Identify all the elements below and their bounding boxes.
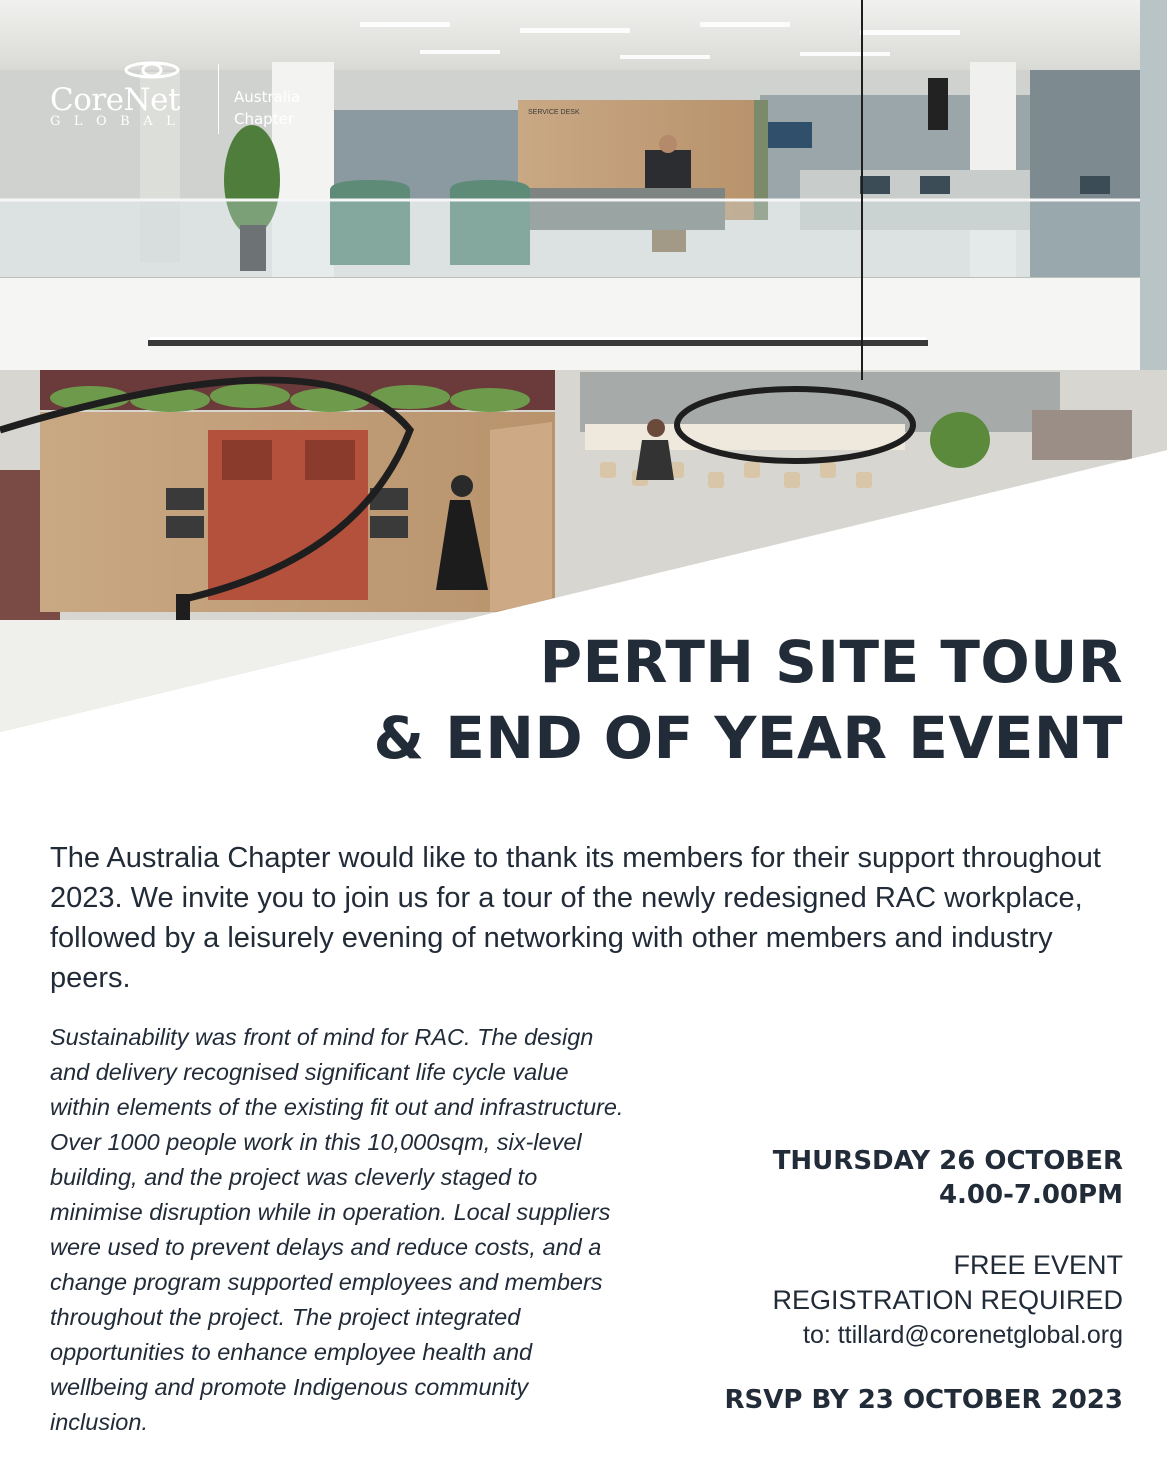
title-line1: PERTH SITE TOUR [539, 628, 1123, 696]
event-title [374, 624, 1123, 776]
logo-divider [218, 64, 219, 134]
rsvp-deadline: RSVP BY 23 OCTOBER 2023 [724, 1385, 1123, 1415]
event-date: THURSDAY 26 OCTOBER [772, 1146, 1123, 1176]
logo-name: CoreNet [50, 82, 180, 118]
corenet-emblem-icon [122, 60, 182, 80]
corenet-logo [50, 60, 310, 140]
intro-text: The Australia Chapter would like to thank its members for their support throughout 2023. We invite you to join us for a tour of the newly redesigned RAC workplace, followed by a leisurely evening of networking with other members and industry peers. [50, 842, 1101, 994]
logo-chapter [234, 86, 314, 130]
registration-email[interactable]: to: ttillard@corenetglobal.org [803, 1321, 1123, 1349]
event-time: 4.00-7.00PM [938, 1180, 1123, 1210]
registration-label: REGISTRATION REQUIRED [772, 1285, 1123, 1315]
logo-sub: GLOBAL [50, 114, 189, 129]
service-desk-sign: SERVICE DESK [528, 109, 580, 116]
logo-chapter-line2: Chapter [234, 110, 294, 128]
logo-chapter-line1: Australia [234, 88, 301, 106]
title-line2: & END OF YEAR EVENT [373, 704, 1123, 772]
free-event-label: FREE EVENT [953, 1250, 1123, 1280]
sustainability-text: Sustainability was front of mind for RAC. The design and delivery recognised significant life cycle value within elements of the existing fit out and infrastructure. Over 1000 people work in this 10,000sqm, six-level building, and the project was cleverly staged to minimise disruption while in operation. Local suppliers were used to prevent delays and reduce costs, and a change program supported employees and members throughout the project. The project integrated opportunities to enhance employee health and wellbeing and promote Indigenous community inclusion. [50, 1024, 624, 1435]
event-details [663, 1144, 1123, 1417]
